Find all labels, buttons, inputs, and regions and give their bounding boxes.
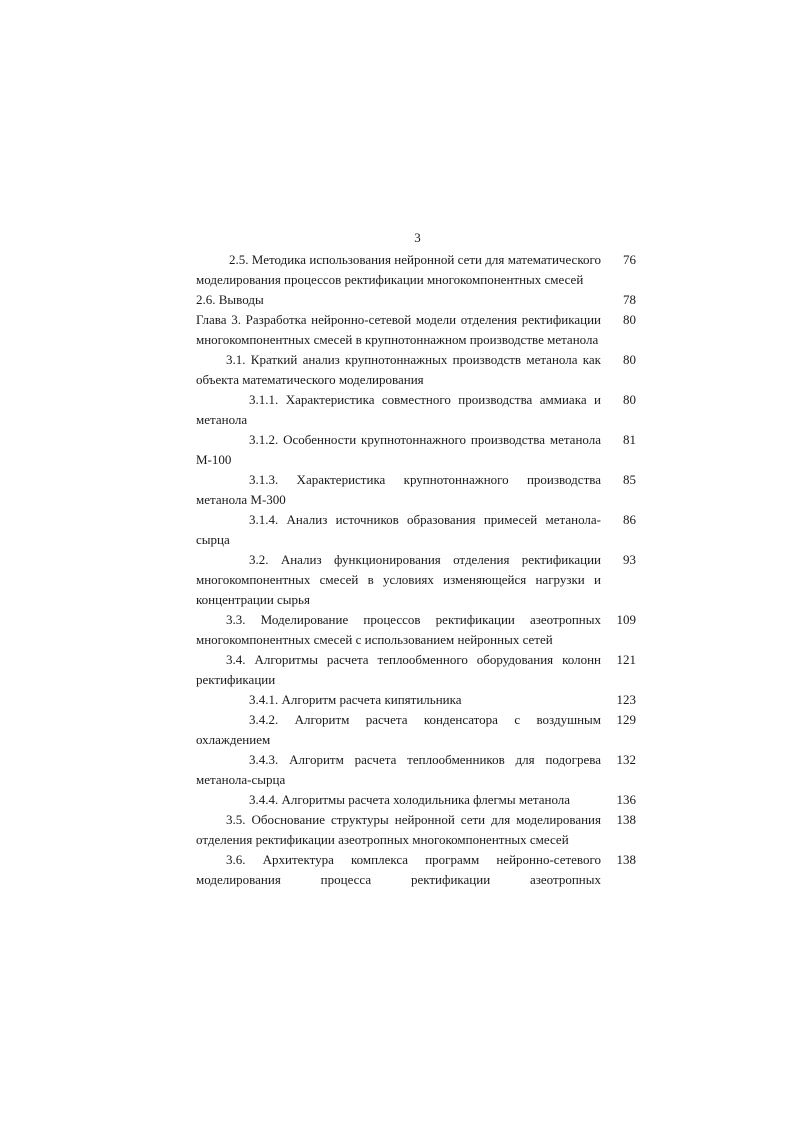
toc-entry-page: 132 [616,752,636,767]
toc-entry-3-2 [196,550,636,610]
toc-entry-text: 3.6. Архитектура комплекса программ нейронно-сетевого моделирования процесса ректификации азеотропных [196,852,601,887]
toc-entry-3-4-2 [196,710,636,750]
toc-entry-page: 121 [616,652,636,667]
toc-entry-3-4 [196,650,636,690]
toc-entry-text: 3.1.3. Характеристика крупнотоннажного производства метанола М-300 [196,472,601,507]
toc-entry-page: 123 [616,692,636,707]
toc-entry-2-5 [196,250,636,290]
toc-entry-3-3 [196,610,636,650]
toc-entry-3-4-3 [196,750,636,790]
toc-entry-text: Глава 3. Разработка нейронно-сетевой модели отделения ректификации многокомпонентных смесей в крупнотоннажном производстве метанола [196,312,601,347]
toc-entry-text: 3.4. Алгоритмы расчета теплообменного оборудования колонн ректификации [196,652,601,687]
toc-entry-3-1-3 [196,470,636,510]
toc-entry-text: 2.6. Выводы [196,292,264,307]
toc-entry-page: 86 [623,512,636,527]
toc-entry-page: 129 [616,712,636,727]
toc-entry-page: 109 [616,612,636,627]
toc-entry-text: 3.1. Краткий анализ крупнотоннажных производств метанола как объекта математического моделирования [196,352,601,387]
toc-entry-text: 3.3. Моделирование процессов ректификации азеотропных многокомпонентных смесей с использованием нейронных сетей [196,612,601,647]
toc-entry-page: 80 [623,352,636,367]
toc-entry-3-5 [196,810,636,850]
toc-entry-text: 3.4.3. Алгоритм расчета теплообменников для подогрева метанола-сырца [196,752,601,787]
toc-entry-page: 80 [623,312,636,327]
toc-entry-page: 138 [616,812,636,827]
toc-entry-2-6 [196,290,636,310]
toc-entry-page: 78 [623,292,636,307]
toc-entry-page: 76 [623,252,636,267]
table-of-contents [196,250,636,890]
toc-entry-3-1-1 [196,390,636,430]
toc-entry-text: 3.1.1. Характеристика совместного производства аммиака и метанола [196,392,601,427]
toc-entry-3-6 [196,850,636,890]
toc-entry-text: 3.1.4. Анализ источников образования примесей метанола-сырца [196,512,601,547]
toc-entry-text: 3.2. Анализ функционирования отделения ректификации многокомпонентных смесей в условиях изменяющейся нагрузки и концентрации сырья [196,552,601,607]
toc-entry-page: 80 [623,392,636,407]
toc-entry-text: 3.4.1. Алгоритм расчета кипятильника [249,692,462,707]
toc-entry-3-1 [196,350,636,390]
toc-entry-text: 3.4.4. Алгоритмы расчета холодильника флегмы метанола [249,792,571,807]
toc-entry-page: 136 [616,792,636,807]
toc-entry-3-4-4 [196,790,636,810]
toc-entry-page: 81 [623,432,636,447]
toc-entry-chapter-3 [196,310,636,350]
toc-entry-text: 3.4.2. Алгоритм расчета конденсатора с воздушным охлаждением [196,712,601,747]
toc-entry-page: 85 [623,472,636,487]
toc-entry-text: 3.1.2. Особенности крупнотоннажного производства метанола М-100 [196,432,601,467]
toc-entry-text: 2.5. Методика использования нейронной сети для математического моделирования процессов ректификации многокомпонентных смесей [196,252,601,287]
toc-entry-page: 93 [623,552,636,567]
toc-entry-3-4-1 [196,690,636,710]
page-number: 3 [414,230,421,245]
toc-entry-page: 138 [616,852,636,867]
toc-entry-3-1-4 [196,510,636,550]
toc-entry-text: 3.5. Обоснование структуры нейронной сети для моделирования отделения ректификации азеотропных многокомпонентных смесей [196,812,601,847]
toc-entry-3-1-2 [196,430,636,470]
